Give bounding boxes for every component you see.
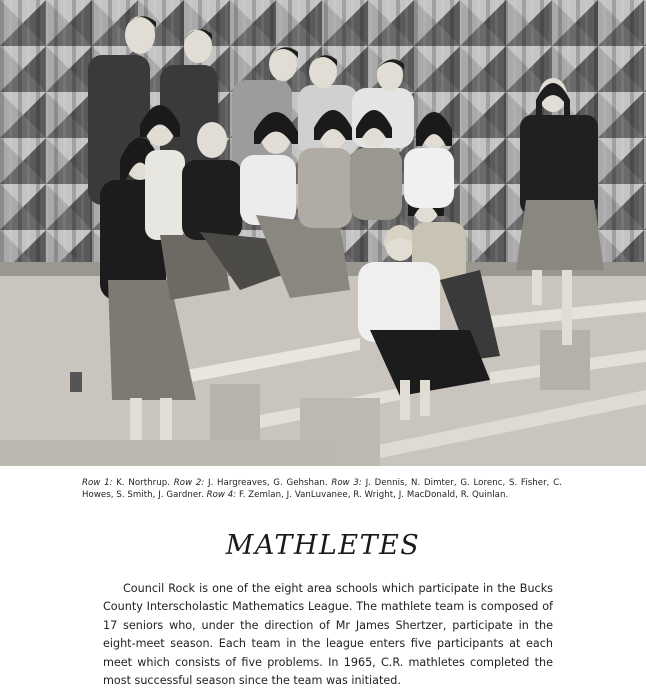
row1-names: K. Northrup. — [112, 478, 171, 488]
row2-label: Row 2: — [173, 478, 205, 488]
row2-names: J. Hargreaves, G. Gehshan. — [204, 478, 328, 488]
body-paragraph: Council Rock is one of the eight area schools which participate in the Bucks County Interscholastic Mathematics League. The mathlete team is composed of 17 seniors who, under the direction of Mr James Shertzer, participate in the eight-meet season. Each team in the league enters five participants at each meet which consists of five problems. In 1965, C.R. mathletes completed the most successful season since the team was initiated. — [103, 582, 553, 688]
row1-label: Row 1: — [82, 478, 113, 488]
row3-names: J. Dennis, N. Dimter, G. Lorenc, S. Fisher, C. Howes, S. Smith, J. Gardner. — [82, 478, 562, 500]
row4-label: Row 4: — [206, 490, 237, 500]
row4-names: F. Zemlan, J. VanLuvanee, R. Wright, J. MacDonald, R. Quinlan. — [236, 490, 509, 500]
row3-label: Row 3: — [331, 478, 362, 488]
page-title: MATHLETES — [225, 530, 421, 561]
photo-caption — [82, 477, 562, 501]
